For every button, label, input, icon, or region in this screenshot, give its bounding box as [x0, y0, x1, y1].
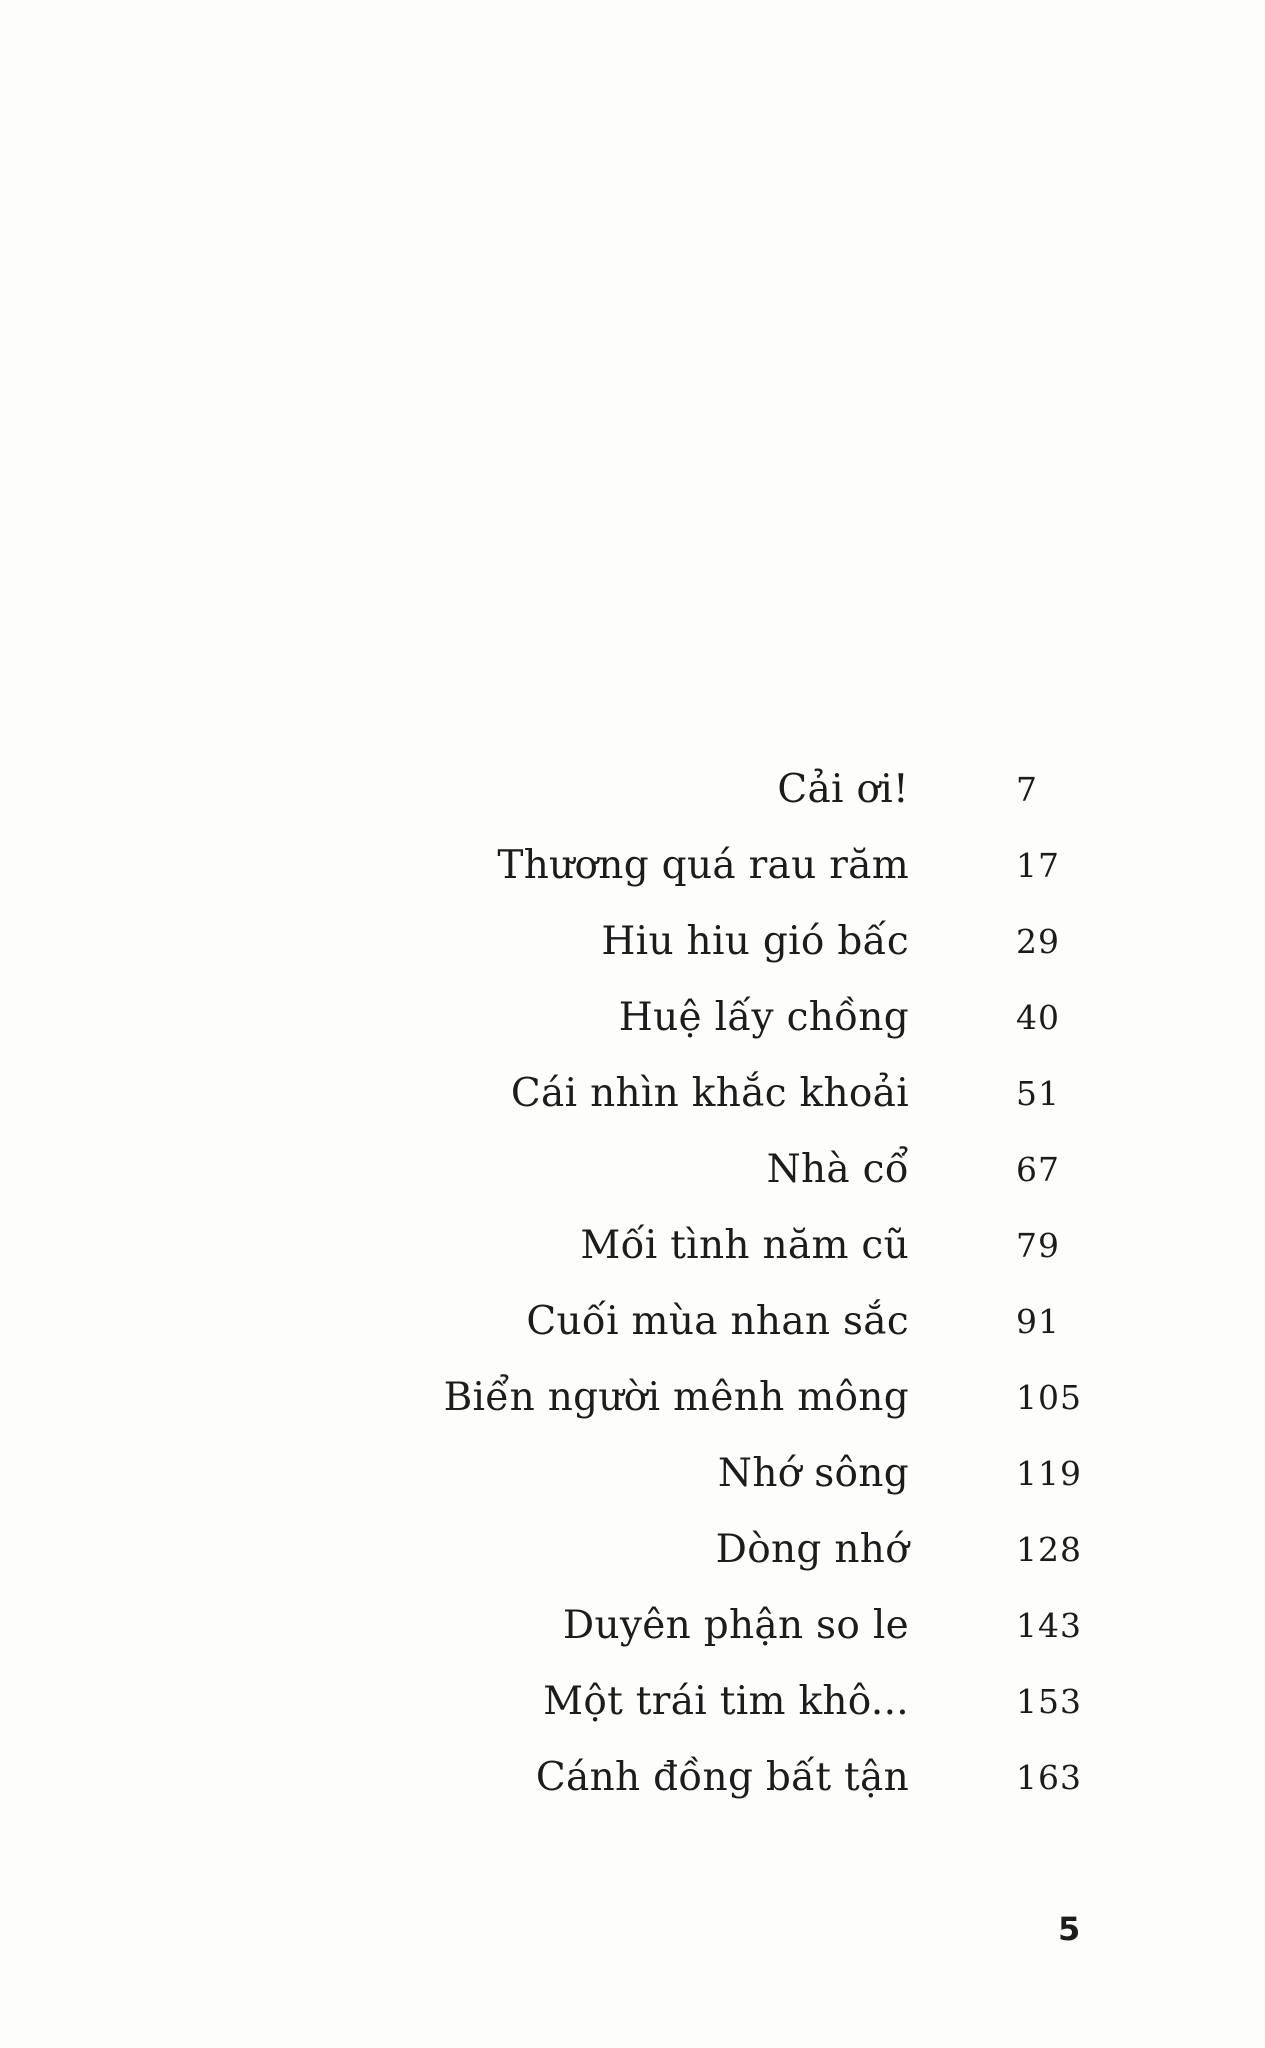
- toc-entry-title: Huệ lấy chồng: [618, 995, 909, 1040]
- toc-entry: [0, 1064, 1265, 1124]
- toc-entry-title: Nhà cổ: [766, 1147, 909, 1192]
- toc-entry-page: 105: [1016, 1378, 1082, 1417]
- toc-entry-title: Thương quá rau răm: [497, 843, 909, 888]
- toc-entry: [0, 1596, 1265, 1656]
- toc-entry: [0, 1140, 1265, 1200]
- toc-entry: [0, 1520, 1265, 1580]
- toc-entry: [0, 1444, 1265, 1504]
- toc-entry-title: Mối tình năm cũ: [580, 1223, 909, 1268]
- page-number: 5: [1058, 1910, 1081, 1948]
- toc-entry-title: Cái nhìn khắc khoải: [510, 1071, 909, 1116]
- toc-entry-page: 163: [1016, 1758, 1082, 1797]
- toc-entry-page: 67: [1016, 1150, 1060, 1189]
- toc-entry-title: Một trái tim khô...: [543, 1679, 909, 1724]
- toc-entry: [0, 1292, 1265, 1352]
- toc-entry-title: Dòng nhớ: [715, 1527, 909, 1572]
- toc-entry-page: 143: [1016, 1606, 1082, 1645]
- toc-entry-page: 91: [1016, 1302, 1060, 1341]
- toc-entry: [0, 760, 1265, 820]
- toc-entry-title: Nhớ sông: [717, 1451, 909, 1496]
- toc-entry-page: 17: [1016, 846, 1060, 885]
- toc-entry-page: 29: [1016, 922, 1060, 961]
- toc-entry-page: 153: [1016, 1682, 1082, 1721]
- toc-entry-title: Cải ơi!: [777, 767, 909, 812]
- toc-entry-title: Duyên phận so le: [562, 1603, 909, 1648]
- toc-entry: [0, 1216, 1265, 1276]
- toc-entry: [0, 1672, 1265, 1732]
- toc-entry: [0, 836, 1265, 896]
- toc-entry-page: 119: [1016, 1454, 1082, 1493]
- toc-entry-title: Cuối mùa nhan sắc: [526, 1299, 909, 1344]
- toc-entry-page: 40: [1016, 998, 1060, 1037]
- toc-entry-title: Biển người mênh mông: [443, 1375, 909, 1420]
- toc-entry-title: Hiu hiu gió bấc: [601, 919, 909, 964]
- toc-entry-page: 79: [1016, 1226, 1060, 1265]
- toc-entry: [0, 1368, 1265, 1428]
- toc-entry: [0, 988, 1265, 1048]
- toc-entry: [0, 912, 1265, 972]
- toc-entry-title: Cánh đồng bất tận: [535, 1755, 909, 1800]
- toc-entry: [0, 1748, 1265, 1808]
- toc-entry-page: 128: [1016, 1530, 1082, 1569]
- toc-entry-page: 51: [1016, 1074, 1060, 1113]
- toc-entry-page: 7: [1016, 770, 1038, 809]
